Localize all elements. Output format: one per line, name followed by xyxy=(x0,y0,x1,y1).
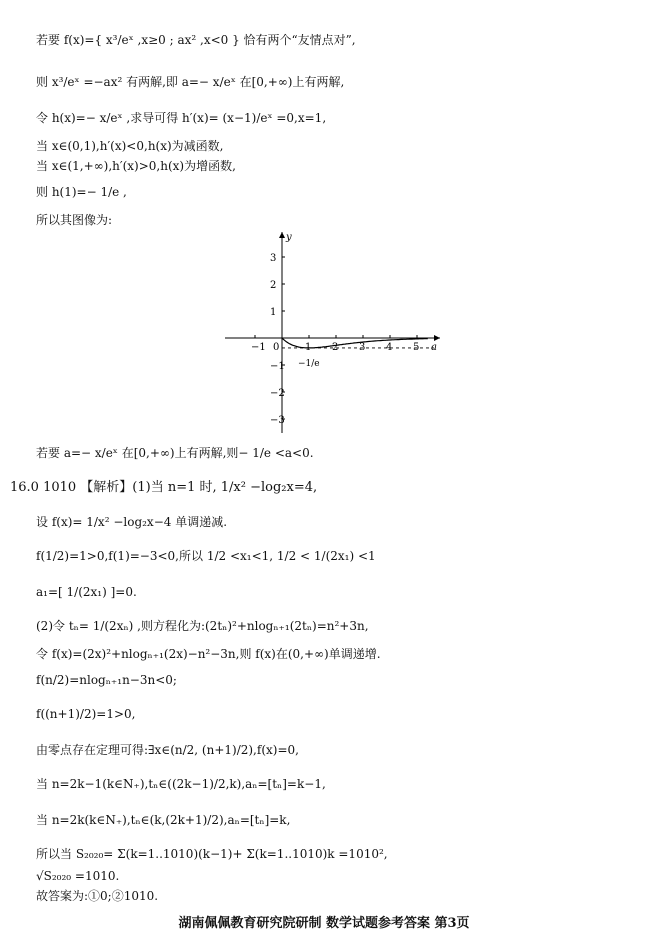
text-line: (2)令 tₙ= 1/(2xₙ) ,则方程化为:(2tₙ)²+nlogₙ₊₁(2tₙ)=n²+3n, xyxy=(36,619,369,633)
y-tick-label: −2 xyxy=(270,388,285,399)
text-line: 当 x∈(1,+∞),h′(x)>0,h(x)为增函数, xyxy=(36,159,236,173)
text-line: 则 h(1)=− 1/e , xyxy=(36,185,127,199)
text-line: 设 f(x)= 1/x² −log₂x−4 单调递减. xyxy=(36,515,228,529)
min-value-label: −1/e xyxy=(298,359,320,369)
x-tick-label: 2 xyxy=(332,342,339,353)
y-axis-arrow xyxy=(279,232,285,238)
text-line: 令 h(x)=− x/eˣ ,求导可得 h′(x)= (x−1)/eˣ =0,x=1, xyxy=(36,111,327,125)
text-line: 故答案为:①0;②1010. xyxy=(36,889,159,903)
y-axis-label: y xyxy=(286,232,292,243)
function-graph xyxy=(220,228,450,438)
text-line: 当 n=2k−1(k∈N₊),tₙ∈((2k−1)/2,k),aₙ=[tₙ]=k−1, xyxy=(36,777,326,791)
text-line: 令 f(x)=(2x)²+nlogₙ₊₁(2x)−n²−3n,则 f(x)在(0,+∞)单调递增. xyxy=(36,647,381,661)
x-axis-arrow xyxy=(434,335,440,341)
y-tick-label: 2 xyxy=(270,280,277,291)
x-axis-label: a xyxy=(431,342,437,353)
text-line: 若要 f(x)={ x³/eˣ ,x≥0 ; ax² ,x<0 } 恰有两个“友情点对”, xyxy=(36,33,356,47)
y-tick-label: −3 xyxy=(270,415,285,426)
text-line: 所以其图像为: xyxy=(36,213,113,227)
y-tick-label: −1 xyxy=(270,361,285,372)
x-tick-label: 0 xyxy=(273,342,280,353)
text-line: 当 x∈(0,1),h′(x)<0,h(x)为减函数, xyxy=(36,139,224,153)
x-tick-label: 3 xyxy=(359,342,366,353)
y-tick-label: 3 xyxy=(270,253,277,264)
text-line: 若要 a=− x/eˣ 在[0,+∞)上有两解,则− 1/e <a<0. xyxy=(36,446,314,460)
page-footer: 湖南佩佩教育研究院研制 数学试题参考答案 第3页 xyxy=(178,916,470,931)
h-curve xyxy=(282,338,428,348)
text-line: 当 n=2k(k∈N₊),tₙ∈(k,(2k+1)/2),aₙ=[tₙ]=k, xyxy=(36,813,291,827)
text-line: f((n+1)/2)=1>0, xyxy=(36,707,136,721)
x-tick-label: −1 xyxy=(251,342,266,353)
text-line: f(n/2)=nlogₙ₊₁n−3n<0; xyxy=(36,673,177,687)
x-tick-label: 1 xyxy=(305,342,312,353)
x-tick-label: 4 xyxy=(386,342,393,353)
x-tick-label: 5 xyxy=(413,342,420,353)
text-line: 由零点存在定理可得:∃x∈(n/2, (n+1)/2),f(x)=0, xyxy=(36,743,299,757)
text-line: √S₂₀₂₀ =1010. xyxy=(36,869,120,883)
text-line: 所以当 S₂₀₂₀= Σ(k=1..1010)(k−1)+ Σ(k=1..1010)k =1010², xyxy=(36,847,388,861)
text-line: a₁=[ 1/(2x₁) ]=0. xyxy=(36,585,137,599)
text-line: f(1/2)=1>0,f(1)=−3<0,所以 1/2 <x₁<1, 1/2 < 1/(2x₁) <1 xyxy=(36,549,376,563)
y-tick-label: 1 xyxy=(270,307,277,318)
problem-16-answer: 16.0 1010 【解析】(1)当 n=1 时, 1/x² −log₂x=4, xyxy=(10,480,318,495)
text-line: 则 x³/eˣ =−ax² 有两解,即 a=− x/eˣ 在[0,+∞)上有两解, xyxy=(36,75,345,89)
